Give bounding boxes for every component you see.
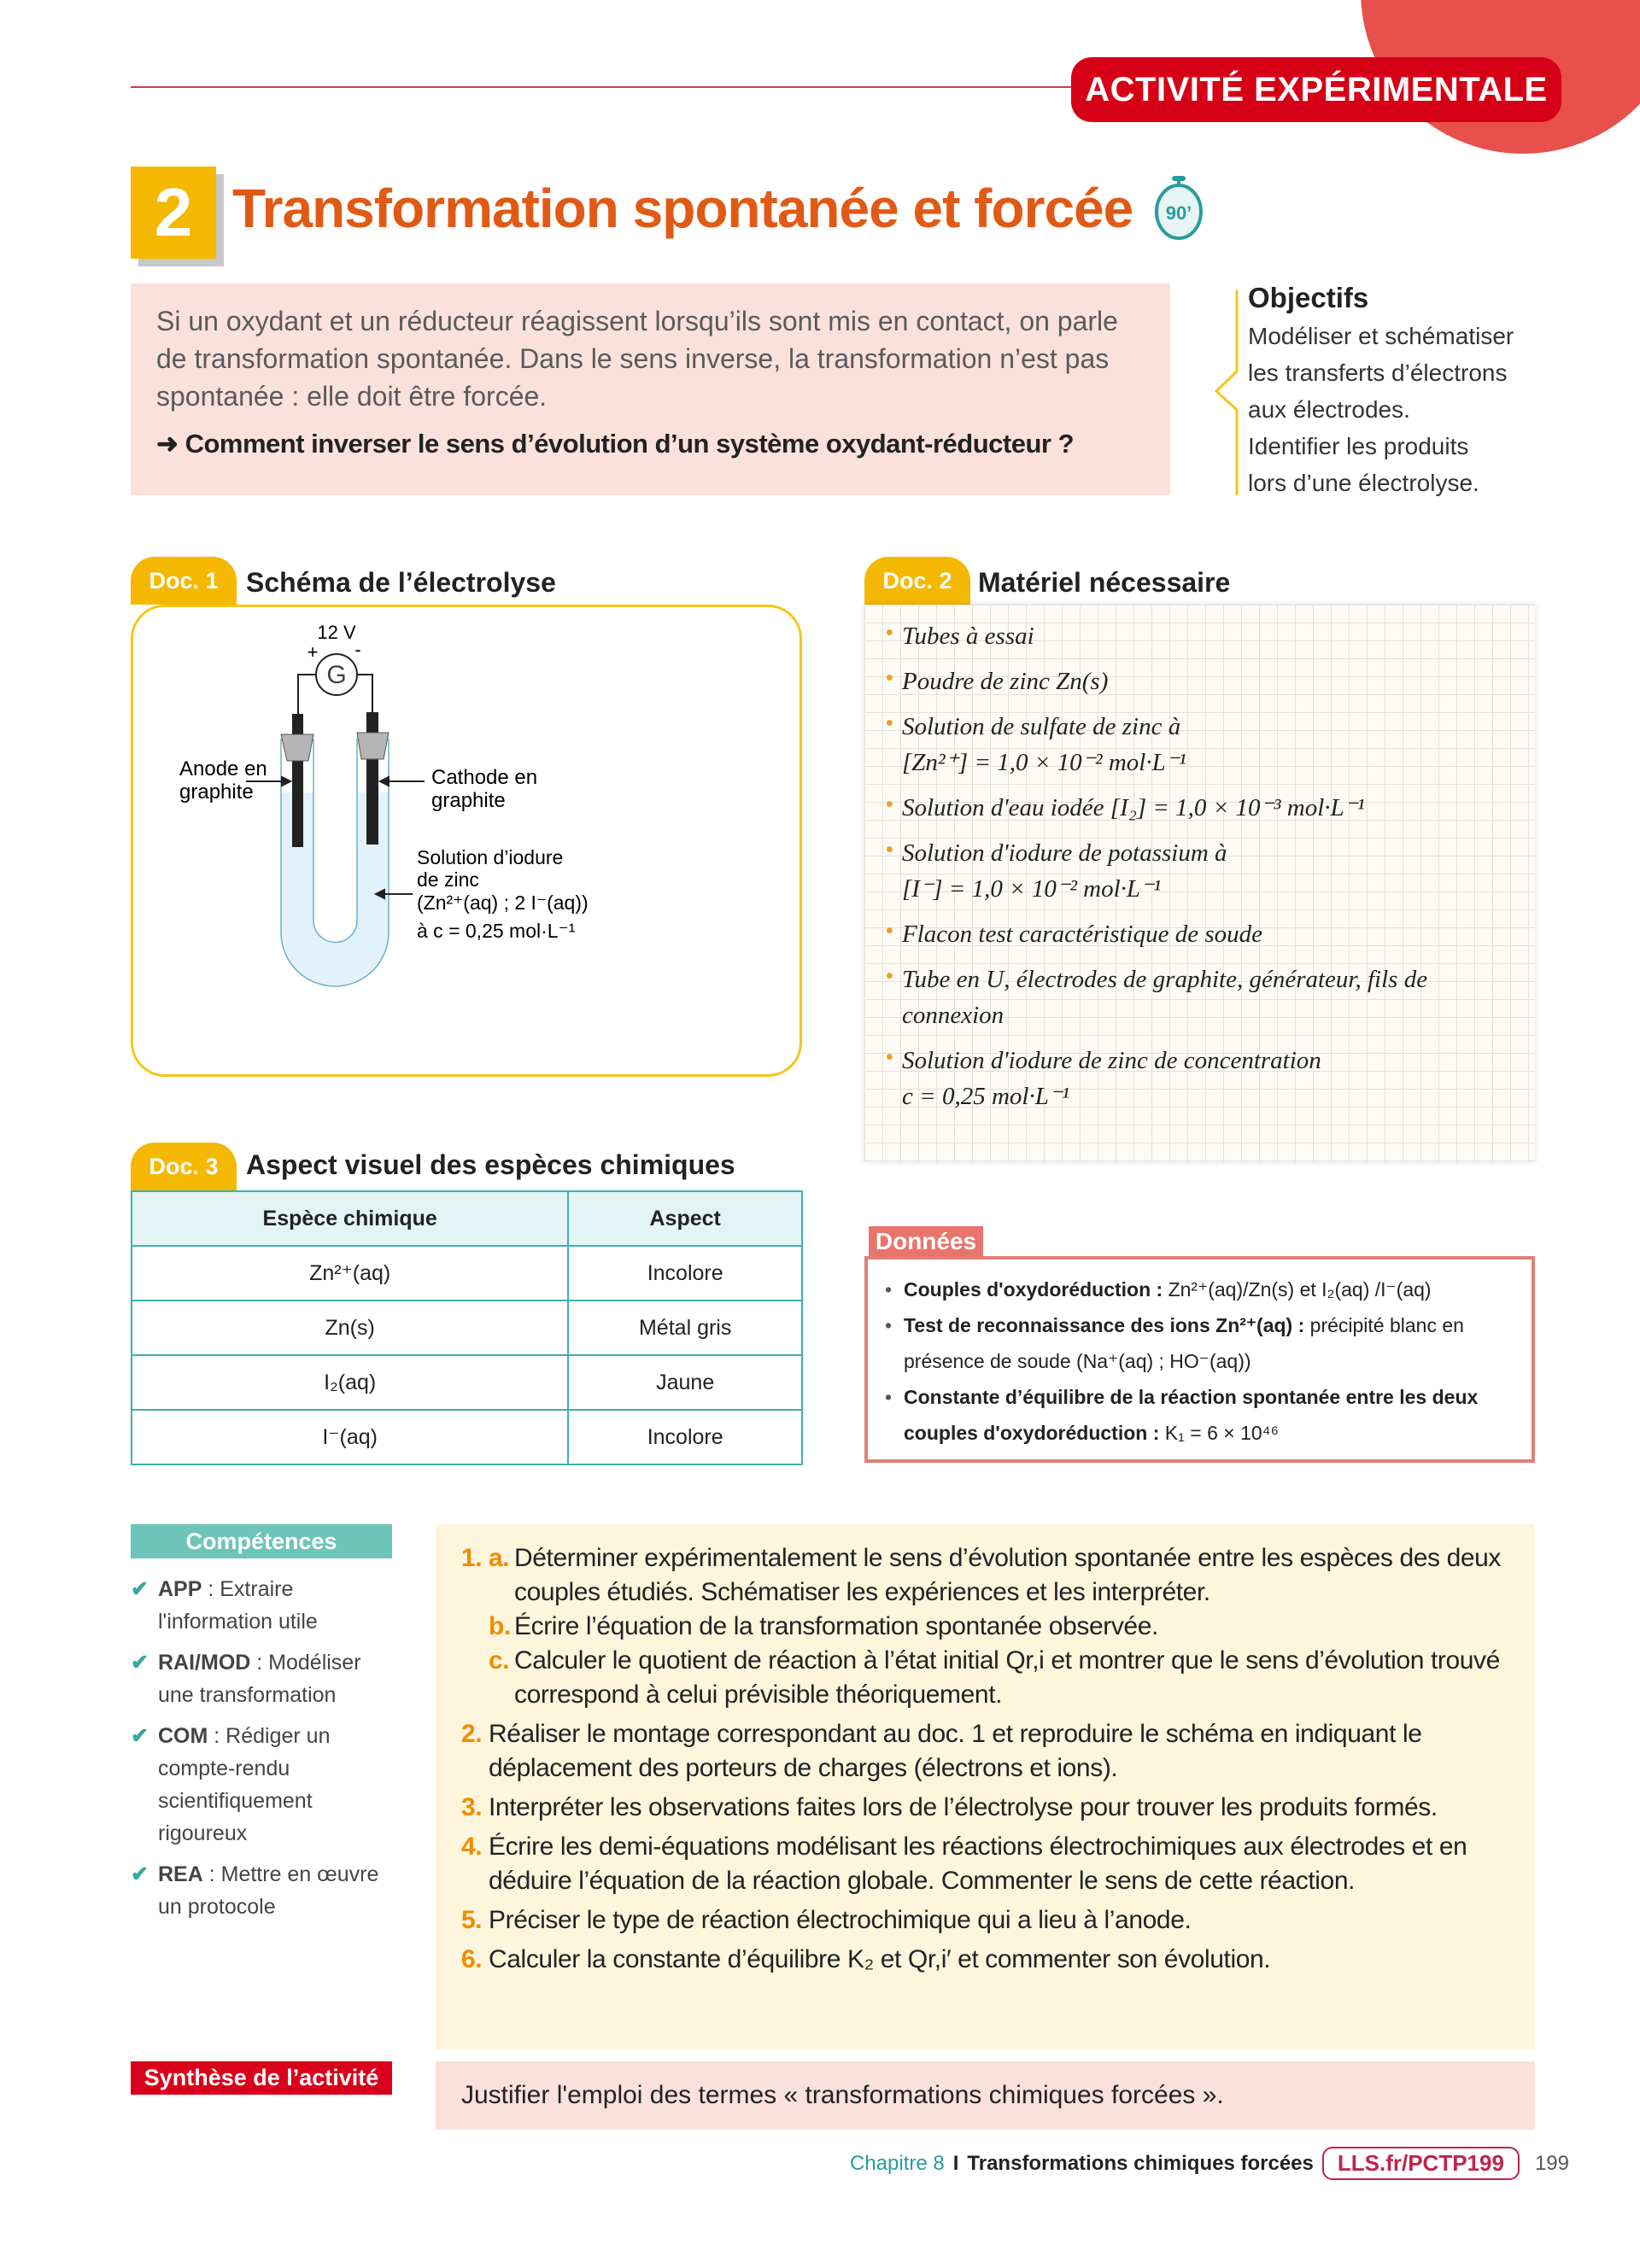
anode-electrode — [292, 714, 303, 847]
question-item — [461, 1541, 1514, 1610]
species-table — [131, 1190, 803, 1465]
material-item: • Tube en U, électrodes de graphite, générateur, fils de connexion — [890, 962, 1518, 1033]
header-rule — [131, 86, 1079, 88]
competence-item — [131, 1573, 395, 1638]
anode-label: Anode en — [179, 757, 267, 780]
solution-label: Solution d’iodure — [417, 846, 564, 868]
donnee-value: Zn²⁺(aq)/Zn(s) et I₂(aq) /I⁻(aq) — [1163, 1278, 1432, 1301]
question-item — [461, 1830, 1514, 1898]
question-number: 3. — [461, 1793, 483, 1821]
question-text: Calculer la constante d’équilibre K₂ et Qr,i′ et commenter son évolution. — [489, 1945, 1271, 1973]
cathode-label: graphite — [431, 789, 506, 812]
question-item — [461, 1903, 1514, 1938]
material-item: • Flacon test caractéristique de soude — [890, 916, 1518, 952]
material-item: • Poudre de zinc Zn(s) — [890, 663, 1518, 699]
competences-list — [131, 1573, 395, 1923]
objectives — [1248, 282, 1590, 501]
competence-code: COM — [158, 1724, 208, 1748]
donnees-label: Données — [869, 1226, 983, 1257]
objective-line: les transferts d’électrons — [1248, 359, 1508, 386]
question-number: 4. — [461, 1833, 483, 1861]
table-row — [132, 1301, 802, 1355]
competence-text: : Extraire l'information utile — [158, 1577, 318, 1634]
question-text: Calculer le quotient de réaction à l’état initial Qr,i et montrer que le sens d’évolution trouvé correspond à celui prévisible théoriquement. — [514, 1646, 1500, 1709]
question-item — [461, 1943, 1514, 1977]
donnee-term: Test de reconnaissance des ions Zn²⁺(aq) : — [904, 1314, 1305, 1336]
donnee-term: Couples d'oxydoréduction : — [904, 1278, 1163, 1301]
duration-label: 90’ — [1165, 202, 1192, 224]
left-stopper — [281, 734, 313, 761]
material-item: • Solution d'eau iodée [I₂] = 1,0 × 10⁻³ mol·L⁻¹ — [890, 790, 1518, 826]
lls-link[interactable]: LLS.fr/PCTP199 — [1322, 2147, 1520, 2180]
question-number: 5. — [461, 1906, 483, 1934]
question-item — [461, 1717, 1514, 1786]
check-icon: ✔ — [131, 1577, 149, 1601]
check-icon: ✔ — [131, 1651, 149, 1675]
aspect-cell: Incolore — [568, 1410, 802, 1464]
stopwatch-icon — [1151, 174, 1206, 243]
donnee-item — [885, 1307, 1514, 1379]
cathode-electrode — [366, 712, 378, 845]
table-row — [132, 1246, 802, 1301]
question-number: 6. — [461, 1945, 483, 1973]
solution-label: de zinc — [417, 868, 479, 891]
doc1-label: Doc. 1 — [131, 557, 237, 605]
check-icon: ✔ — [131, 1862, 149, 1886]
synthese-row — [131, 2061, 1535, 2130]
competence-item — [131, 1720, 395, 1850]
table-row — [132, 1355, 802, 1410]
activity-number: 2 — [131, 167, 216, 259]
objective-line: Modéliser et schématiser — [1248, 323, 1514, 349]
generator-label: G — [326, 661, 347, 689]
competences-column — [131, 1524, 392, 1932]
table-row — [132, 1410, 802, 1464]
objectives-bracket-icon — [1204, 290, 1239, 495]
question-number: 2. — [461, 1720, 483, 1748]
minus-terminal: - — [354, 639, 361, 660]
material-list — [864, 605, 1535, 1162]
plus-terminal: + — [307, 641, 319, 663]
title-row — [232, 174, 1206, 243]
aspect-cell: Métal gris — [568, 1301, 802, 1355]
voltage-label: 12 V — [317, 622, 356, 643]
solution-label: à c = 0,25 mol·L⁻¹ — [417, 920, 576, 942]
question-text: Interpréter les observations faites lors de l’électrolyse pour trouver les produits formés. — [489, 1793, 1438, 1821]
chapter-title: Transformations chimiques forcées — [967, 2151, 1314, 2175]
chapter-number: Chapitre 8 — [850, 2151, 945, 2175]
species-cell: I⁻(aq) — [132, 1410, 568, 1464]
aspect-cell: Jaune — [568, 1355, 802, 1410]
donnee-item — [885, 1271, 1514, 1307]
question-text: Préciser le type de réaction électrochimique qui a lieu à l’anode. — [489, 1906, 1192, 1934]
donnee-value: K₁ = 6 × 10⁴⁶ — [1159, 1422, 1280, 1444]
intro-text: Si un oxydant et un réducteur réagissent lorsqu’ils sont mis en contact, on parle de transformation spontanée. Dans le sens inverse, la transformation n’est pas spontanée : elle doit être forcée. — [156, 306, 1118, 412]
synthese-label: Synthèse de l’activité — [131, 2061, 392, 2095]
lower-section — [131, 1524, 1569, 2180]
species-cell: Zn²⁺(aq) — [132, 1246, 568, 1301]
question-item — [461, 1791, 1514, 1825]
competence-text: : Rédiger un compte-rendu scientifiquement rigoureux — [158, 1724, 331, 1845]
cathode-label: Cathode en — [431, 766, 538, 789]
synthese-box: Justifier l'emploi des termes « transformations chimiques forcées ». — [436, 2061, 1535, 2130]
question-subletter: b. — [489, 1612, 511, 1640]
intro-question: ➜ Comment inverser le sens d’évolution d’un système oxydant-réducteur ? — [156, 429, 1075, 459]
donnee-item — [885, 1379, 1514, 1451]
material-item: • Solution de sulfate de zinc à [Zn²⁺] = 1,0 × 10⁻² mol·L⁻¹ — [890, 709, 1518, 780]
question-subletter: c. — [489, 1646, 510, 1675]
material-item: • Solution d'iodure de potassium à [I⁻] = 1,0 × 10⁻² mol·L⁻¹ — [890, 835, 1518, 907]
objective-line: aux électrodes. — [1248, 396, 1410, 423]
material-item: • Solution d'iodure de zinc de concentration c = 0,25 mol·L⁻¹ — [890, 1043, 1518, 1114]
questions-row — [131, 1524, 1535, 2049]
competence-code: REA — [158, 1862, 203, 1886]
competences-label: Compétences — [131, 1524, 392, 1558]
question-text: Déterminer expérimentalement le sens d’évolution spontanée entre les espèces des deux couples étudiés. Schématiser les expériences et les interpréter. — [514, 1544, 1502, 1606]
activity-type-badge: ACTIVITÉ EXPÉRIMENTALE — [1071, 57, 1561, 122]
question-text: Écrire les demi-équations modélisant les réactions électrochimiques aux électrodes et en déduire l’équation de la réaction globale. Commenter le sens de cette réaction. — [489, 1833, 1467, 1895]
column-header: Aspect — [568, 1191, 802, 1246]
column-header: Espèce chimique — [132, 1191, 568, 1246]
species-cell: Zn(s) — [132, 1301, 568, 1355]
question-subletter: a. — [489, 1544, 510, 1572]
competence-code: APP — [158, 1577, 202, 1601]
table-header-row — [132, 1191, 802, 1246]
material-item: • Tubes à essai — [890, 618, 1518, 654]
check-icon: ✔ — [131, 1724, 149, 1748]
competence-text: : Modéliser une transformation — [158, 1651, 361, 1707]
doc1-title: Schéma de l’électrolyse — [246, 567, 556, 598]
right-stopper — [357, 733, 389, 759]
objective-line: Identifier les produits — [1248, 433, 1469, 459]
aspect-cell: Incolore — [568, 1246, 802, 1301]
donnee-value: précipité blanc en présence de soude (Na⁺(aq) ; HO⁻(aq)) — [904, 1314, 1464, 1372]
competence-item — [131, 1646, 395, 1711]
objective-line: lors d’une électrolyse. — [1248, 470, 1479, 496]
electrolysis-diagram — [131, 605, 802, 1077]
questions-box — [436, 1524, 1535, 2049]
question-item — [461, 1610, 1514, 1644]
species-cell: I₂(aq) — [132, 1355, 568, 1410]
question-text: Réaliser le montage correspondant au doc. 1 et reproduire le schéma en indiquant le déplacement des porteurs de charges (électrons et ions). — [489, 1720, 1422, 1782]
doc3-label: Doc. 3 — [131, 1143, 237, 1190]
footer — [850, 2147, 1569, 2180]
competence-text: : Mettre en œuvre un protocole — [158, 1862, 379, 1919]
footer-separator: I — [952, 2151, 959, 2175]
question-item — [461, 1644, 1514, 1712]
competence-item — [131, 1858, 395, 1923]
donnee-term: Constante d’équilibre de la réaction spontanée entre les deux couples d'oxydoréduction : — [904, 1386, 1479, 1444]
intro-box — [131, 284, 1170, 495]
doc2-title: Matériel nécessaire — [978, 567, 1231, 598]
page-number: 199 — [1534, 2151, 1569, 2175]
solution-label: (Zn²⁺(aq) ; 2 I⁻(aq)) — [417, 891, 589, 914]
question-number: 1. — [461, 1544, 483, 1572]
donnees-box — [864, 1256, 1535, 1463]
competence-code: RAI/MOD — [158, 1651, 251, 1675]
anode-label: graphite — [179, 780, 254, 804]
question-text: Écrire l’équation de la transformation spontanée observée. — [514, 1612, 1158, 1640]
doc2-label: Doc. 2 — [864, 557, 970, 605]
objectives-title: Objectifs — [1248, 282, 1369, 313]
doc3-title: Aspect visuel des espèces chimiques — [246, 1149, 735, 1180]
page-title: Transformation spontanée et forcée — [232, 178, 1133, 239]
